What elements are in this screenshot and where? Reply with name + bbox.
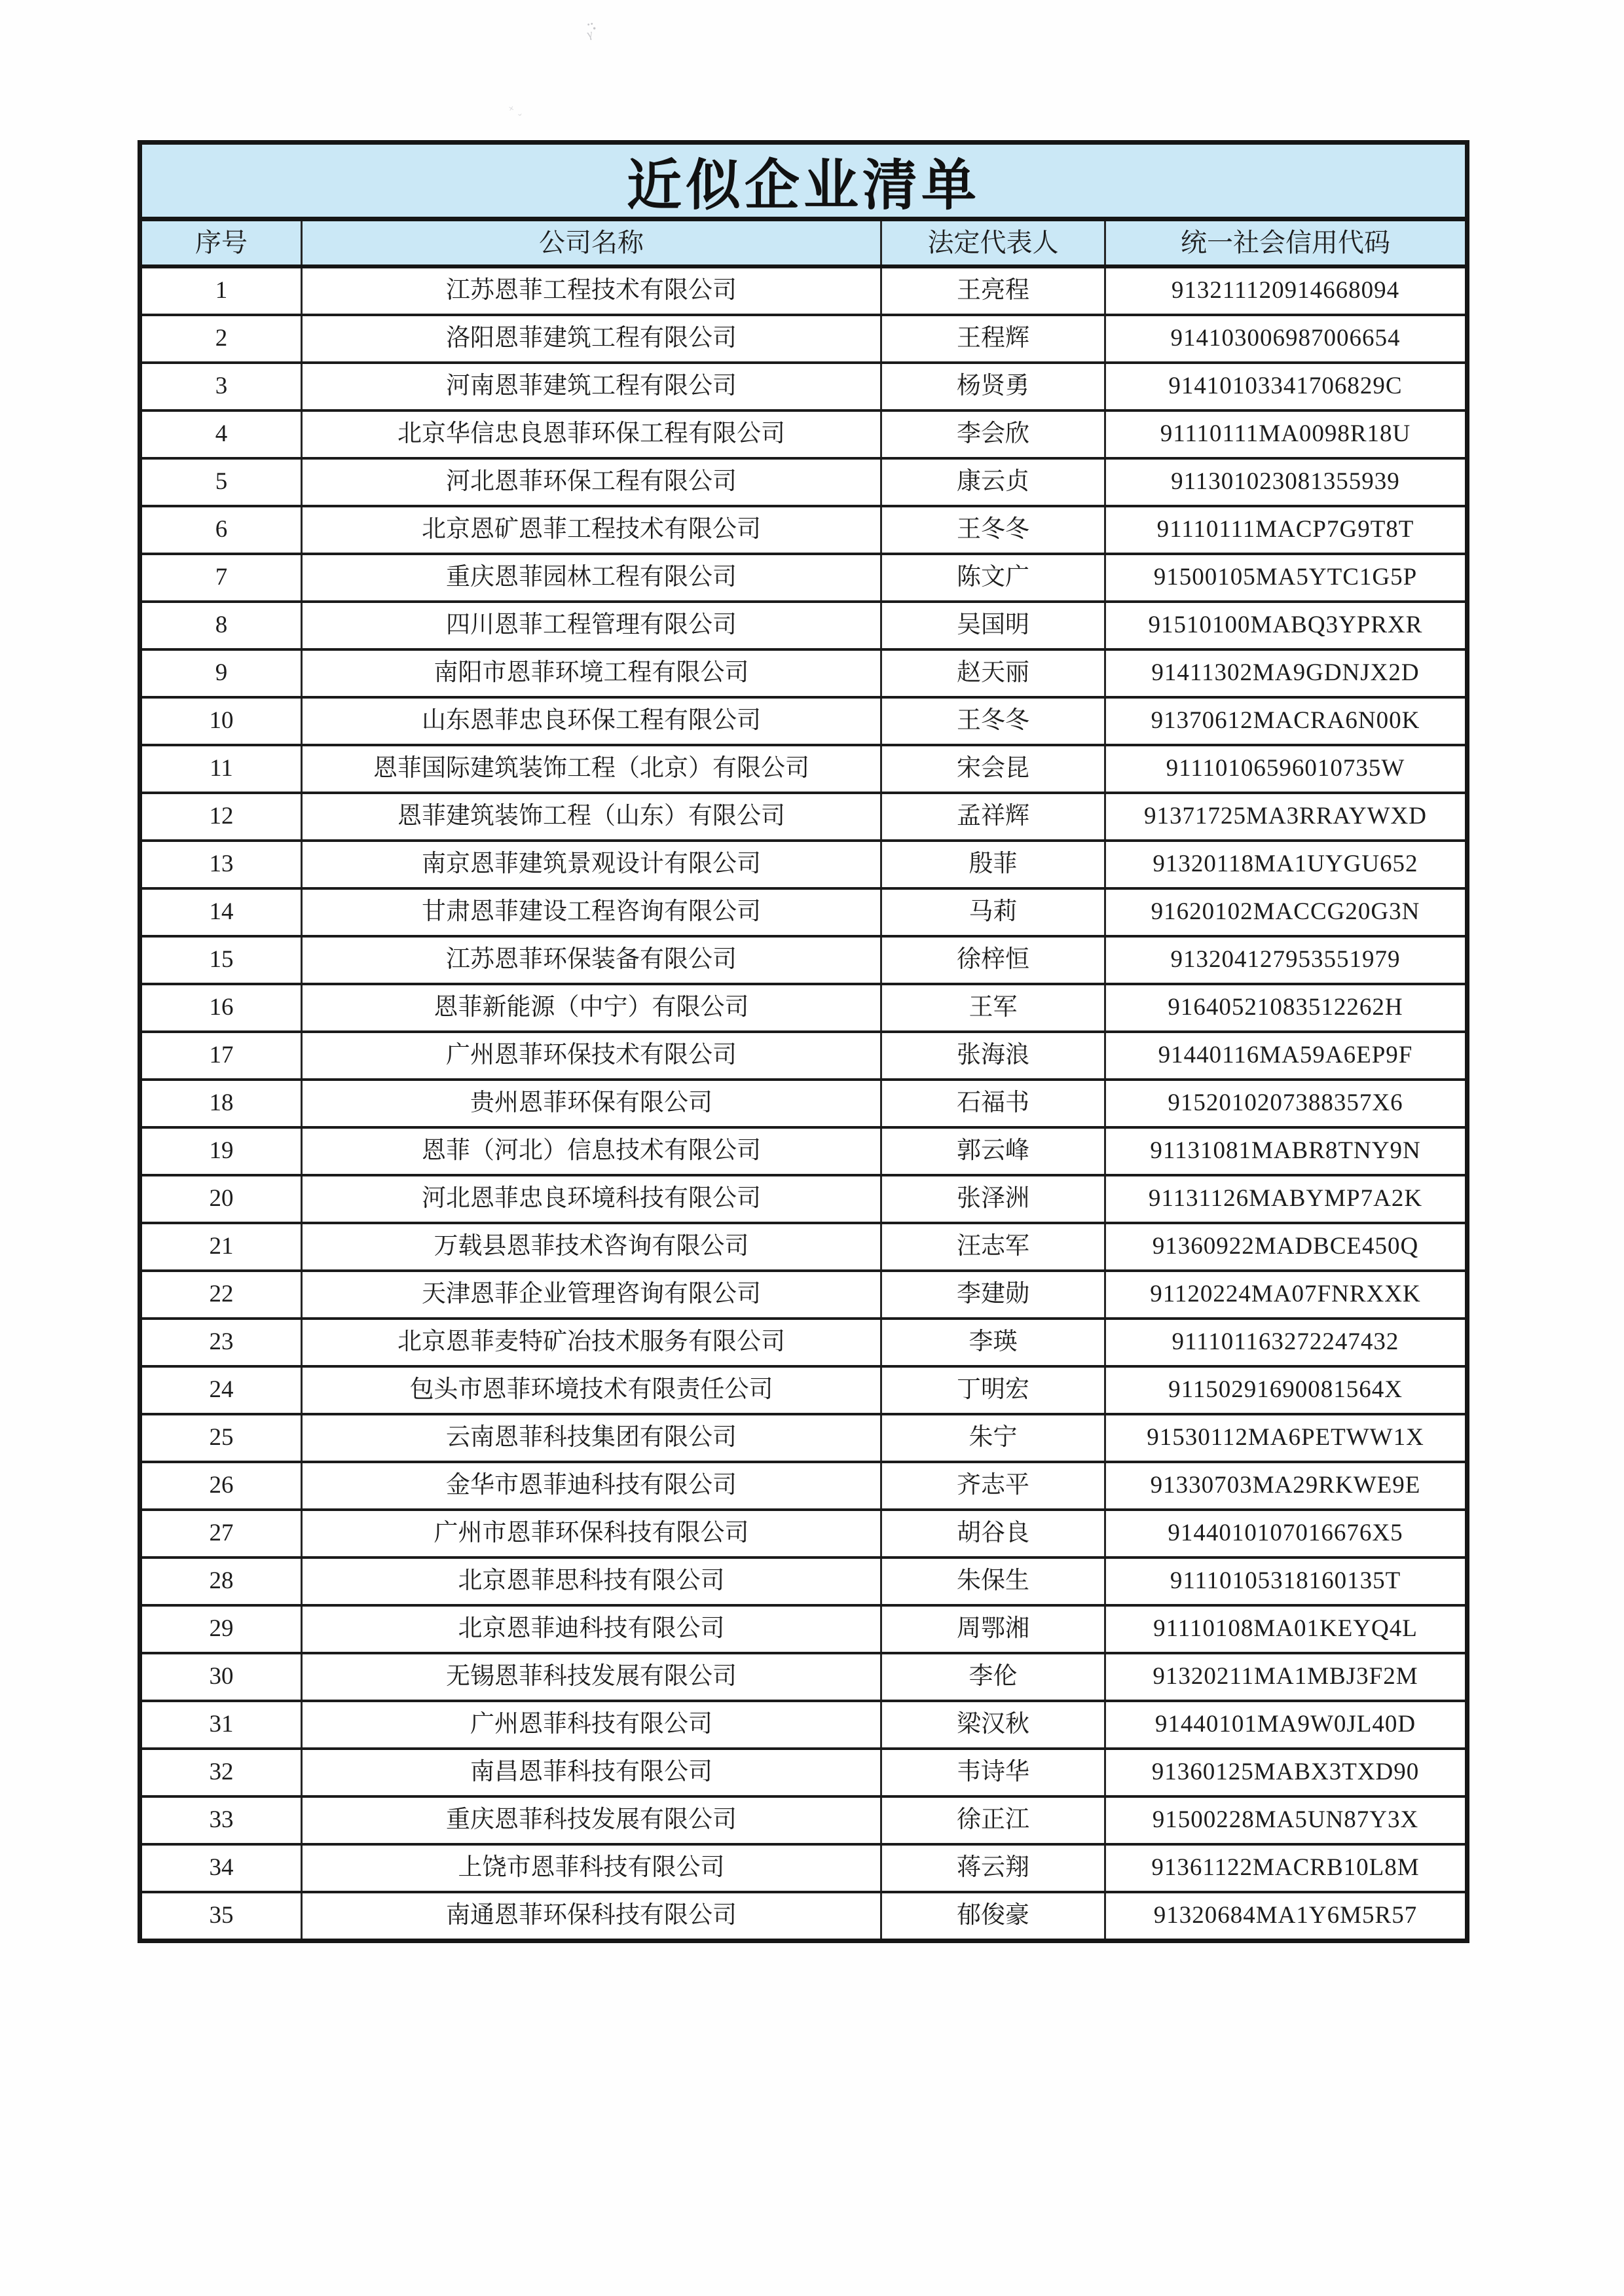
table-row: [142, 1224, 1465, 1272]
cell-company-name: 万载县恩菲技术咨询有限公司: [301, 1224, 880, 1269]
cell-credit-code: 91110106596010735W: [1104, 746, 1465, 792]
cell-company-name: 南京恩菲建筑景观设计有限公司: [301, 842, 880, 887]
table-header-row: [142, 221, 1465, 268]
cell-legal-rep: 李会欣: [880, 412, 1104, 457]
table-row: [142, 842, 1465, 890]
table-row: [142, 1702, 1465, 1750]
pencil-scan-mark: ˟ ˬ: [508, 102, 523, 118]
cell-index: 1: [215, 277, 228, 304]
cell-credit-code: 91330703MA29RKWE9E: [1104, 1463, 1465, 1508]
cell-index: 33: [209, 1806, 234, 1834]
cell-legal-rep: 杨贤勇: [880, 364, 1104, 409]
cell-company-name: 云南恩菲科技集团有限公司: [301, 1415, 880, 1461]
cell-credit-code: 913211120914668094: [1104, 268, 1465, 314]
cell-legal-rep: 韦诗华: [880, 1750, 1104, 1795]
table-row: [142, 985, 1465, 1033]
table-row: [142, 1846, 1465, 1893]
table-row: [142, 364, 1465, 412]
cell-legal-rep: 蒋云翔: [880, 1846, 1104, 1891]
cell-index: 24: [209, 1376, 234, 1404]
cell-credit-code: 91120224MA07FNRXXK: [1104, 1272, 1465, 1317]
table-row: [142, 1750, 1465, 1798]
cell-legal-rep: 汪志军: [880, 1224, 1104, 1269]
table-row: [142, 1320, 1465, 1368]
cell-credit-code: 91411302MA9GDNJX2D: [1104, 651, 1465, 696]
cell-company-name: 重庆恩菲园林工程有限公司: [301, 555, 880, 600]
header-cell-company-name: 公司名称: [301, 221, 880, 264]
cell-credit-code: 91320211MA1MBJ3F2M: [1104, 1654, 1465, 1700]
table-row: [142, 1511, 1465, 1559]
cell-legal-rep: 张泽洲: [880, 1176, 1104, 1222]
cell-index: 23: [209, 1328, 234, 1356]
table-row: [142, 1415, 1465, 1463]
cell-index: 27: [209, 1520, 234, 1547]
cell-credit-code: 91530112MA6PETWW1X: [1104, 1415, 1465, 1461]
table-row: [142, 1798, 1465, 1846]
cell-credit-code: 91440116MA59A6EP9F: [1104, 1033, 1465, 1078]
cell-index: 8: [215, 611, 228, 639]
cell-index: 15: [209, 946, 234, 974]
cell-company-name: 南通恩菲环保科技有限公司: [301, 1893, 880, 1939]
cell-credit-code: 91500228MA5UN87Y3X: [1104, 1798, 1465, 1843]
cell-credit-code: 91360125MABX3TXD90: [1104, 1750, 1465, 1795]
cell-credit-code: 913204127953551979: [1104, 938, 1465, 983]
table-row: [142, 746, 1465, 794]
cell-index: 21: [209, 1233, 234, 1260]
pencil-scan-mark: ᵧ̈·: [583, 17, 600, 41]
cell-index: 16: [209, 994, 234, 1021]
table-row: [142, 412, 1465, 460]
cell-legal-rep: 郁俊豪: [880, 1893, 1104, 1939]
cell-company-name: 河南恩菲建筑工程有限公司: [301, 364, 880, 409]
cell-credit-code: 91371725MA3RRAYWXD: [1104, 794, 1465, 839]
cell-legal-rep: 郭云峰: [880, 1129, 1104, 1174]
cell-company-name: 洛阳恩菲建筑工程有限公司: [301, 316, 880, 361]
cell-legal-rep: 赵天丽: [880, 651, 1104, 696]
cell-index: 4: [215, 420, 228, 448]
cell-credit-code: 91131126MABYMP7A2K: [1104, 1176, 1465, 1222]
cell-legal-rep: 李建勋: [880, 1272, 1104, 1317]
table-row: [142, 507, 1465, 555]
cell-index: 29: [209, 1615, 234, 1643]
cell-company-name: 南昌恩菲科技有限公司: [301, 1750, 880, 1795]
table-row: [142, 316, 1465, 364]
cell-company-name: 天津恩菲企业管理咨询有限公司: [301, 1272, 880, 1317]
cell-index: 25: [209, 1424, 234, 1451]
table-title-band: [142, 145, 1465, 221]
cell-legal-rep: 王亮程: [880, 268, 1104, 314]
cell-index: 34: [209, 1854, 234, 1882]
table-row: [142, 460, 1465, 507]
cell-company-name: 四川恩菲工程管理有限公司: [301, 603, 880, 648]
cell-index: 35: [209, 1902, 234, 1929]
cell-index: 20: [209, 1185, 234, 1212]
cell-company-name: 北京恩菲思科技有限公司: [301, 1559, 880, 1604]
cell-index: 18: [209, 1089, 234, 1117]
cell-company-name: 贵州恩菲环保有限公司: [301, 1081, 880, 1126]
cell-legal-rep: 李伦: [880, 1654, 1104, 1700]
header-cell-credit-code: 统一社会信用代码: [1104, 221, 1465, 264]
cell-company-name: 南阳市恩菲环境工程有限公司: [301, 651, 880, 696]
cell-legal-rep: 周鄂湘: [880, 1607, 1104, 1652]
cell-legal-rep: 梁汉秋: [880, 1702, 1104, 1747]
cell-index: 19: [209, 1137, 234, 1165]
cell-company-name: 广州恩菲环保技术有限公司: [301, 1033, 880, 1078]
cell-credit-code: 91320684MA1Y6M5R57: [1104, 1893, 1465, 1939]
cell-company-name: 北京恩矿恩菲工程技术有限公司: [301, 507, 880, 553]
cell-index: 3: [215, 373, 228, 400]
cell-index: 2: [215, 325, 228, 352]
cell-credit-code: 91110108MA01KEYQ4L: [1104, 1607, 1465, 1652]
table-row: [142, 699, 1465, 746]
cell-company-name: 河北恩菲环保工程有限公司: [301, 460, 880, 505]
cell-credit-code: 91440101MA9W0JL40D: [1104, 1702, 1465, 1747]
cell-company-name: 包头市恩菲环境技术有限责任公司: [301, 1368, 880, 1413]
cell-legal-rep: 李瑛: [880, 1320, 1104, 1365]
table-row: [142, 651, 1465, 699]
cell-credit-code: 91110111MA0098R18U: [1104, 412, 1465, 457]
table-row: [142, 1272, 1465, 1320]
cell-legal-rep: 徐正江: [880, 1798, 1104, 1843]
table-row: [142, 890, 1465, 938]
cell-legal-rep: 徐梓恒: [880, 938, 1104, 983]
cell-company-name: 江苏恩菲环保装备有限公司: [301, 938, 880, 983]
table-row: [142, 603, 1465, 651]
cell-credit-code: 91150291690081564X: [1104, 1368, 1465, 1413]
cell-credit-code: 91110105318160135T: [1104, 1559, 1465, 1604]
cell-credit-code: 91500105MA5YTC1G5P: [1104, 555, 1465, 600]
table-row: [142, 1081, 1465, 1129]
table-row: [142, 1176, 1465, 1224]
cell-credit-code: 91361122MACRB10L8M: [1104, 1846, 1465, 1891]
cell-credit-code: 91320118MA1UYGU652: [1104, 842, 1465, 887]
cell-credit-code: 91110111MACP7G9T8T: [1104, 507, 1465, 553]
table-body: [142, 268, 1465, 1939]
cell-credit-code: 9152010207388357X6: [1104, 1081, 1465, 1126]
cell-company-name: 恩菲建筑装饰工程（山东）有限公司: [301, 794, 880, 839]
table-row: [142, 1893, 1465, 1939]
cell-credit-code: 91510100MABQ3YPRXR: [1104, 603, 1465, 648]
cell-legal-rep: 吴国明: [880, 603, 1104, 648]
table-row: [142, 1654, 1465, 1702]
cell-company-name: 上饶市恩菲科技有限公司: [301, 1846, 880, 1891]
cell-company-name: 金华市恩菲迪科技有限公司: [301, 1463, 880, 1508]
cell-index: 13: [209, 850, 234, 878]
cell-company-name: 河北恩菲忠良环境科技有限公司: [301, 1176, 880, 1222]
page-title: 近似企业清单: [626, 154, 980, 216]
cell-company-name: 江苏恩菲工程技术有限公司: [301, 268, 880, 314]
table-row: [142, 1129, 1465, 1176]
cell-index: 12: [209, 803, 234, 830]
table-row: [142, 794, 1465, 842]
header-cell-index: 序号: [195, 228, 248, 257]
cell-legal-rep: 王军: [880, 985, 1104, 1030]
cell-company-name: 无锡恩菲科技发展有限公司: [301, 1654, 880, 1700]
cell-index: 5: [215, 468, 228, 496]
cell-credit-code: 91370612MACRA6N00K: [1104, 699, 1465, 744]
cell-index: 14: [209, 898, 234, 926]
cell-company-name: 北京恩菲麦特矿冶技术服务有限公司: [301, 1320, 880, 1365]
cell-legal-rep: 张海浪: [880, 1033, 1104, 1078]
cell-company-name: 恩菲（河北）信息技术有限公司: [301, 1129, 880, 1174]
cell-credit-code: 911301023081355939: [1104, 460, 1465, 505]
cell-legal-rep: 王冬冬: [880, 699, 1104, 744]
cell-company-name: 甘肃恩菲建设工程咨询有限公司: [301, 890, 880, 935]
cell-company-name: 广州恩菲科技有限公司: [301, 1702, 880, 1747]
cell-company-name: 广州市恩菲环保科技有限公司: [301, 1511, 880, 1556]
cell-legal-rep: 石福书: [880, 1081, 1104, 1126]
cell-legal-rep: 胡谷良: [880, 1511, 1104, 1556]
cell-index: 22: [209, 1281, 234, 1308]
cell-credit-code: 91620102MACCG20G3N: [1104, 890, 1465, 935]
cell-legal-rep: 殷菲: [880, 842, 1104, 887]
cell-legal-rep: 康云贞: [880, 460, 1104, 505]
cell-legal-rep: 孟祥辉: [880, 794, 1104, 839]
cell-credit-code: 91131081MABR8TNY9N: [1104, 1129, 1465, 1174]
cell-credit-code: 91640521083512262H: [1104, 985, 1465, 1030]
cell-legal-rep: 朱保生: [880, 1559, 1104, 1604]
table-row: [142, 1033, 1465, 1081]
cell-company-name: 重庆恩菲科技发展有限公司: [301, 1798, 880, 1843]
cell-credit-code: 911101163272247432: [1104, 1320, 1465, 1365]
cell-index: 6: [215, 516, 228, 543]
cell-credit-code: 91410103341706829C: [1104, 364, 1465, 409]
similar-companies-table: [138, 140, 1469, 1943]
cell-index: 10: [209, 707, 234, 735]
table-row: [142, 1368, 1465, 1415]
cell-legal-rep: 朱宁: [880, 1415, 1104, 1461]
cell-legal-rep: 齐志平: [880, 1463, 1104, 1508]
table-row: [142, 1559, 1465, 1607]
cell-credit-code: 914103006987006654: [1104, 316, 1465, 361]
header-cell-legal-rep: 法定代表人: [880, 221, 1104, 264]
cell-legal-rep: 马莉: [880, 890, 1104, 935]
table-row: [142, 555, 1465, 603]
cell-index: 30: [209, 1663, 234, 1690]
cell-legal-rep: 王冬冬: [880, 507, 1104, 553]
cell-credit-code: 91360922MADBCE450Q: [1104, 1224, 1465, 1269]
cell-company-name: 山东恩菲忠良环保工程有限公司: [301, 699, 880, 744]
cell-index: 9: [215, 659, 228, 687]
table-row: [142, 268, 1465, 316]
cell-legal-rep: 丁明宏: [880, 1368, 1104, 1413]
cell-legal-rep: 陈文广: [880, 555, 1104, 600]
cell-index: 11: [210, 755, 233, 782]
cell-company-name: 恩菲新能源（中宁）有限公司: [301, 985, 880, 1030]
cell-index: 17: [209, 1042, 234, 1069]
cell-index: 32: [209, 1758, 234, 1786]
table-row: [142, 1607, 1465, 1654]
cell-company-name: 恩菲国际建筑装饰工程（北京）有限公司: [301, 746, 880, 792]
cell-legal-rep: 宋会昆: [880, 746, 1104, 792]
cell-company-name: 北京华信忠良恩菲环保工程有限公司: [301, 412, 880, 457]
cell-index: 7: [215, 564, 228, 591]
cell-legal-rep: 王程辉: [880, 316, 1104, 361]
cell-credit-code: 9144010107016676X5: [1104, 1511, 1465, 1556]
table-row: [142, 1463, 1465, 1511]
table-row: [142, 938, 1465, 985]
cell-index: 26: [209, 1472, 234, 1499]
cell-index: 28: [209, 1567, 234, 1595]
cell-index: 31: [209, 1711, 234, 1738]
cell-company-name: 北京恩菲迪科技有限公司: [301, 1607, 880, 1652]
